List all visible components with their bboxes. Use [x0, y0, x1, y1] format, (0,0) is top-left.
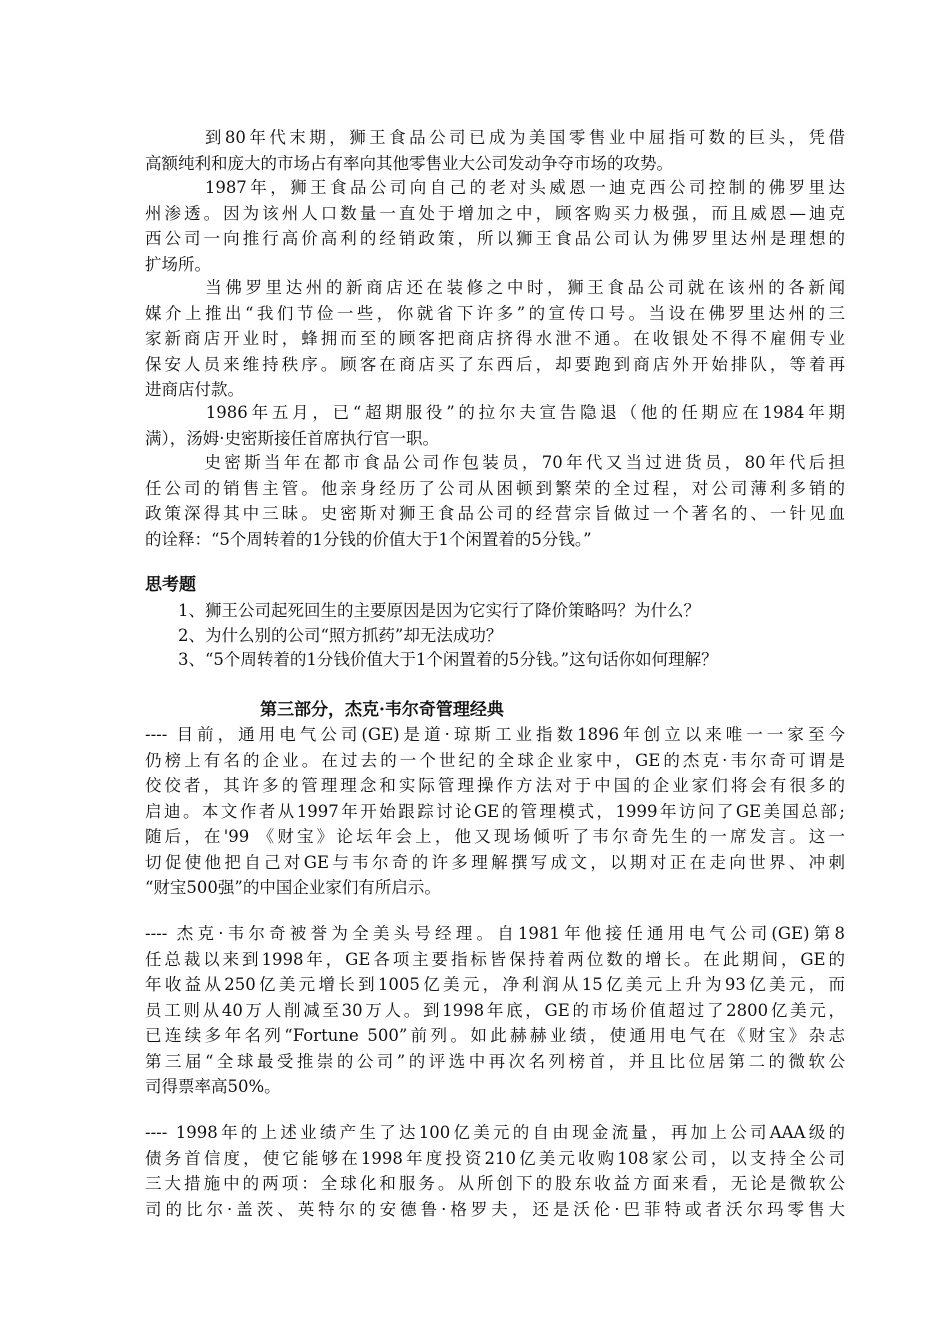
story-paragraph-1 [145, 125, 845, 176]
text-line: 西公司一向推行高价高利的经销政策，所以狮王食品公司认为佛罗里达州是理想的 [145, 229, 845, 248]
text-line: 1987年，狮王食品公司向自己的老对头威恩一迪克西公司控制的佛罗里达 [145, 178, 845, 197]
text-line: 1986年五月，已“超期服役”的拉尔夫宣告隐退（他的任期应在1984年期 [145, 403, 845, 422]
text-line: 司的比尔·盖茨、英特尔的安德鲁·格罗夫，还是沃伦·巴菲特或者沃尔玛零售大 [145, 1199, 845, 1219]
text-line: 佼佼者，其许多的管理理念和实际管理操作方法对于中国的企业家们将会有很多的 [145, 776, 845, 795]
text-line: 任总裁以来到1998年，GE各项主要指标皆保持着两位数的增长。在此期间，GE的 [145, 949, 845, 969]
text-line: 随后，在'99 《财宝》论坛年会上，他又现场倾听了韦尔奇先生的一席发言。这一 [145, 827, 845, 846]
text-line: 到80年代末期，狮王食品公司已成为美国零售业中屈指可数的巨头，凭借 [145, 128, 845, 147]
story-paragraph-5 [145, 450, 845, 552]
text-line: 司得票率高50%。 [145, 1077, 281, 1096]
text-line: 已连续多年名列“Fortune 500”前列。如此赫赫业绩，使通用电气在《财宝》杂志 [145, 1026, 845, 1045]
text-line: 政策深得其中三昧。史密斯对狮王食品公司的经营宗旨做过一个著名的、一针见血 [145, 504, 845, 523]
story-paragraph-2 [145, 175, 845, 277]
text-line: 当佛罗里达州的新商店还在装修之中时，狮王食品公司就在该州的各新闻 [145, 278, 845, 297]
text-line: ---- 目前，通用电气公司(GE)是道·琼斯工业指数1896年创立以来唯一一家至今 [145, 725, 845, 744]
text-line: 家新商店开业时，蜂拥而至的顾客把商店挤得水泄不通。在收银处不得不雇佣专业 [145, 329, 845, 348]
text-line: 年收益从250亿美元增长到1005亿美元，净利润从15亿美元上升为93亿美元，而 [145, 975, 845, 994]
text-line: 州渗透。因为该州人口数量一直处于增加之中，顾客购买力极强，而且威恩—迪克 [145, 203, 845, 223]
text-line: 启迪。本文作者从1997年开始跟踪讨论GE的管理模式，1999年访问了GE美国总部; [145, 801, 845, 821]
section-title: 第三部分，杰克·韦尔奇管理经典 [260, 700, 504, 720]
questions-title: 思考题 [145, 575, 196, 595]
question-item: 3、“5个周转着的1分钱价值大于1个闲置着的5分钱。”这句话你如何理解？ [178, 650, 718, 669]
question-item: 1、狮王公司起死回生的主要原因是因为它实行了降价策略吗？为什么？ [178, 601, 700, 620]
text-line: 切促使他把自己对GE与韦尔奇的许多理解撰写成文，以期对正在走向世界、冲刺 [145, 852, 845, 872]
question-item: 2、为什么别的公司“照方抓药”却无法成功？ [178, 625, 503, 645]
story-paragraph-4 [145, 400, 845, 451]
text-line: 高额纯利和庞大的市场占有率向其他零售业大公司发动争夺市场的攻势。 [145, 153, 673, 173]
story-paragraph-3 [145, 275, 845, 403]
text-line: ---- 1998年的上述业绩产生了达100亿美元的自由现金流量，再加上公司AAA级的 [145, 1123, 845, 1142]
text-line: 保安人员来维持秩序。顾客在商店买了东西后，却要跑到商店外开始排队，等着再 [145, 354, 845, 374]
section3-paragraph-3 [145, 1120, 845, 1222]
text-line: 媒介上推出“我们节俭一些，你就省下许多”的宣传口号。当设在佛罗里达州的三 [145, 303, 845, 323]
text-line: 扩场所。 [145, 254, 211, 274]
questions-list [178, 599, 718, 673]
text-line: 史密斯当年在都市食品公司作包装员，70年代又当过进货员，80年代后担 [145, 453, 845, 472]
section3-paragraph-1 [145, 722, 845, 901]
text-line: 满），汤姆·史密斯接任首席执行官一职。 [145, 428, 439, 448]
text-line: 债务首信度，使它能够在1998年度投资210亿美元收购108家公司，以支持全公司 [145, 1148, 845, 1168]
text-line: ---- 杰克·韦尔奇被誉为全美头号经理。自1981年他接任通用电气公司(GE)第8 [145, 924, 845, 943]
text-line: “财宝500强”的中国企业家们有所启示。 [145, 878, 441, 897]
text-line: 的诠释：“5个周转着的1分钱的价值大于1个闲置着的5分钱。” [145, 529, 592, 549]
text-line: 任公司的销售主管。他亲身经历了公司从困顿到繁荣的全过程，对公司薄利多销的 [145, 478, 845, 498]
text-line: 第三届“全球最受推崇的公司”的评选中再次名列榜首，并且比位居第二的微软公 [145, 1051, 845, 1071]
text-line: 进商店付款。 [145, 380, 244, 399]
text-line: 员工则从40万人削减至30万人。到1998年底，GE的市场价值超过了2800亿美元， [145, 1000, 845, 1020]
text-line: 仍榜上有名的企业。在过去的一个世纪的全球企业家中，GE的杰克·韦尔奇可谓是 [145, 750, 845, 770]
text-line: 三大措施中的两项：全球化和服务。从所创下的股东收益方面来看，无论是微软公 [145, 1174, 845, 1193]
section3-paragraph-2 [145, 921, 845, 1100]
